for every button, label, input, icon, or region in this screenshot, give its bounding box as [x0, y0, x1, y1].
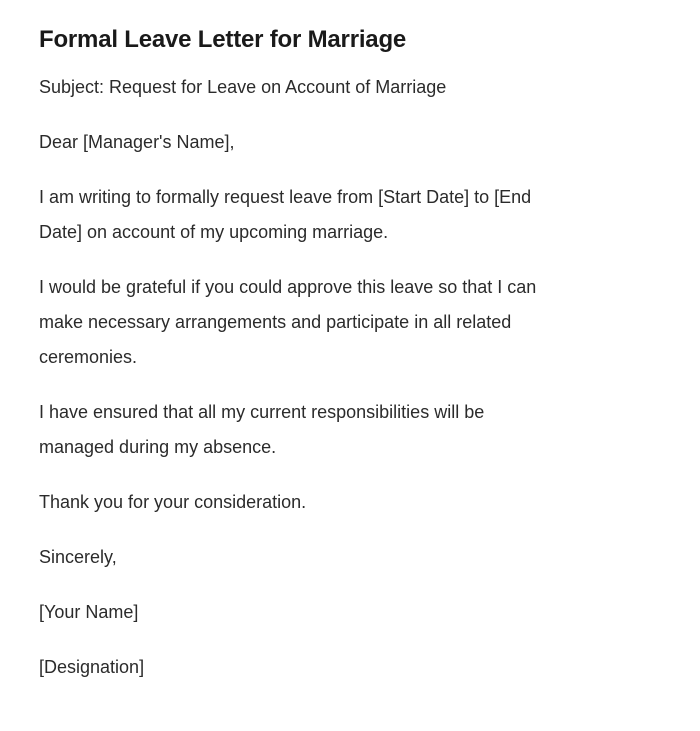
- signature-designation-line: [Designation]: [39, 657, 145, 677]
- paragraph-line: make necessary arrangements and participate in all related: [39, 312, 512, 332]
- page-title: Formal Leave Letter for Marriage: [39, 26, 407, 53]
- paragraph-line: I have ensured that all my current responsibilities will be: [39, 402, 485, 422]
- paragraph-line: managed during my absence.: [39, 437, 277, 457]
- closing-line: Sincerely,: [39, 547, 117, 567]
- paragraph-line: I would be grateful if you could approve this leave so that I can: [39, 277, 537, 297]
- signature-name-line: [Your Name]: [39, 602, 139, 622]
- body-paragraph: [39, 270, 640, 375]
- paragraph-line: ceremonies.: [39, 347, 138, 367]
- body-paragraph: [39, 395, 640, 465]
- salutation-line: Dear [Manager's Name],: [39, 132, 235, 152]
- subject-line: Subject: Request for Leave on Account of Marriage: [39, 77, 447, 97]
- thanks-line: Thank you for your consideration.: [39, 492, 307, 512]
- paragraph-line: Date] on account of my upcoming marriage.: [39, 222, 389, 242]
- body-paragraph: [39, 180, 640, 250]
- paragraph-line: I am writing to formally request leave from [Start Date] to [End: [39, 187, 532, 207]
